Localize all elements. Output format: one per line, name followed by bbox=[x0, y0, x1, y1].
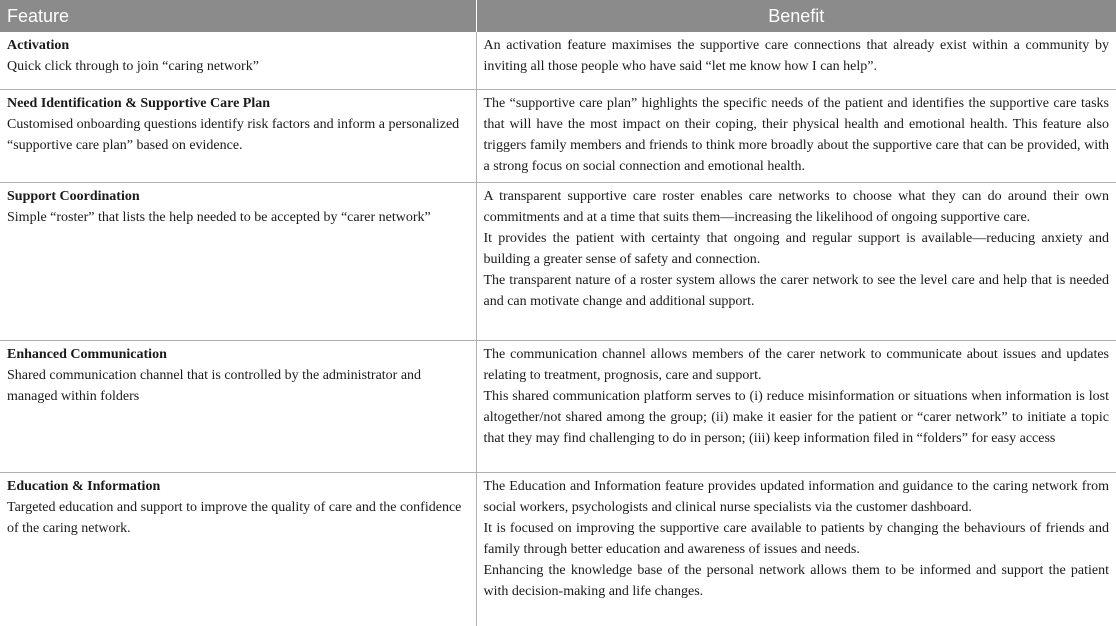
table-row bbox=[0, 183, 1116, 341]
feature-cell bbox=[0, 341, 476, 473]
table-row bbox=[0, 341, 1116, 473]
feature-title: Need Identification & Supportive Care Plan bbox=[7, 93, 469, 114]
benefit-cell bbox=[476, 32, 1116, 90]
feature-cell bbox=[0, 473, 476, 626]
benefit-paragraph: An activation feature maximises the supportive care connections that already exist within a community by inviting all those people who have said “let me know how I can help”. bbox=[484, 35, 1110, 77]
benefit-cell bbox=[476, 90, 1116, 183]
benefit-cell bbox=[476, 473, 1116, 626]
feature-cell bbox=[0, 183, 476, 341]
benefit-paragraph: It is focused on improving the supportive care available to patients by changing the behaviours of friends and family through better education and awareness of issues and needs. bbox=[484, 518, 1110, 560]
header-benefit: Benefit bbox=[476, 0, 1116, 32]
benefit-paragraph: It provides the patient with certainty that ongoing and regular support is available—reducing anxiety and building a greater sense of safety and connection. bbox=[484, 228, 1110, 270]
benefit-paragraph: Enhancing the knowledge base of the personal network allows them to be informed and support the patient with decision-making and life changes. bbox=[484, 560, 1110, 602]
benefit-paragraph: A transparent supportive care roster enables care networks to choose what they can do around their own commitments and at a time that suits them—increasing the likelihood of ongoing supportive care. bbox=[484, 186, 1110, 228]
feature-description: Customised onboarding questions identify risk factors and inform a personalized “supportive care plan” based on evidence. bbox=[7, 114, 469, 156]
header-row bbox=[0, 0, 1116, 32]
feature-title: Activation bbox=[7, 35, 469, 56]
benefit-paragraph: This shared communication platform serves to (i) reduce misinformation or situations when information is lost altogether/not shared among the group; (ii) make it easier for the patient or “carer network” to initiate a topic that they may find challenging to do in person; (iii) keep information filed in “folders” for easy access bbox=[484, 386, 1110, 449]
table-row bbox=[0, 32, 1116, 90]
feature-title: Enhanced Communication bbox=[7, 344, 469, 365]
feature-title: Support Coordination bbox=[7, 186, 469, 207]
feature-description: Shared communication channel that is controlled by the administrator and managed within folders bbox=[7, 365, 469, 407]
feature-description: Targeted education and support to improve the quality of care and the confidence of the caring network. bbox=[7, 497, 469, 539]
benefit-cell bbox=[476, 341, 1116, 473]
table-row bbox=[0, 473, 1116, 626]
header-feature: Feature bbox=[0, 0, 476, 32]
benefit-paragraph: The Education and Information feature provides updated information and guidance to the caring network from social workers, psychologists and clinical nurse specialists via the customer dashboard. bbox=[484, 476, 1110, 518]
feature-description: Quick click through to join “caring network” bbox=[7, 56, 469, 77]
feature-cell bbox=[0, 90, 476, 183]
benefit-paragraph: The “supportive care plan” highlights the specific needs of the patient and identifies the supportive care tasks that will have the most impact on their coping, their physical health and emotional health. This feature also triggers family members and friends to think more broadly about the supportive care that can be provided, with a strong focus on social connection and emotional health. bbox=[484, 93, 1110, 177]
benefit-cell bbox=[476, 183, 1116, 341]
feature-title: Education & Information bbox=[7, 476, 469, 497]
feature-description: Simple “roster” that lists the help needed to be accepted by “carer network” bbox=[7, 207, 469, 228]
table-row bbox=[0, 90, 1116, 183]
benefit-paragraph: The transparent nature of a roster system allows the carer network to see the level care and help that is needed and can motivate change and additional support. bbox=[484, 270, 1110, 312]
feature-cell bbox=[0, 32, 476, 90]
benefit-paragraph: The communication channel allows members of the carer network to communicate about issues and updates relating to treatment, prognosis, care and support. bbox=[484, 344, 1110, 386]
